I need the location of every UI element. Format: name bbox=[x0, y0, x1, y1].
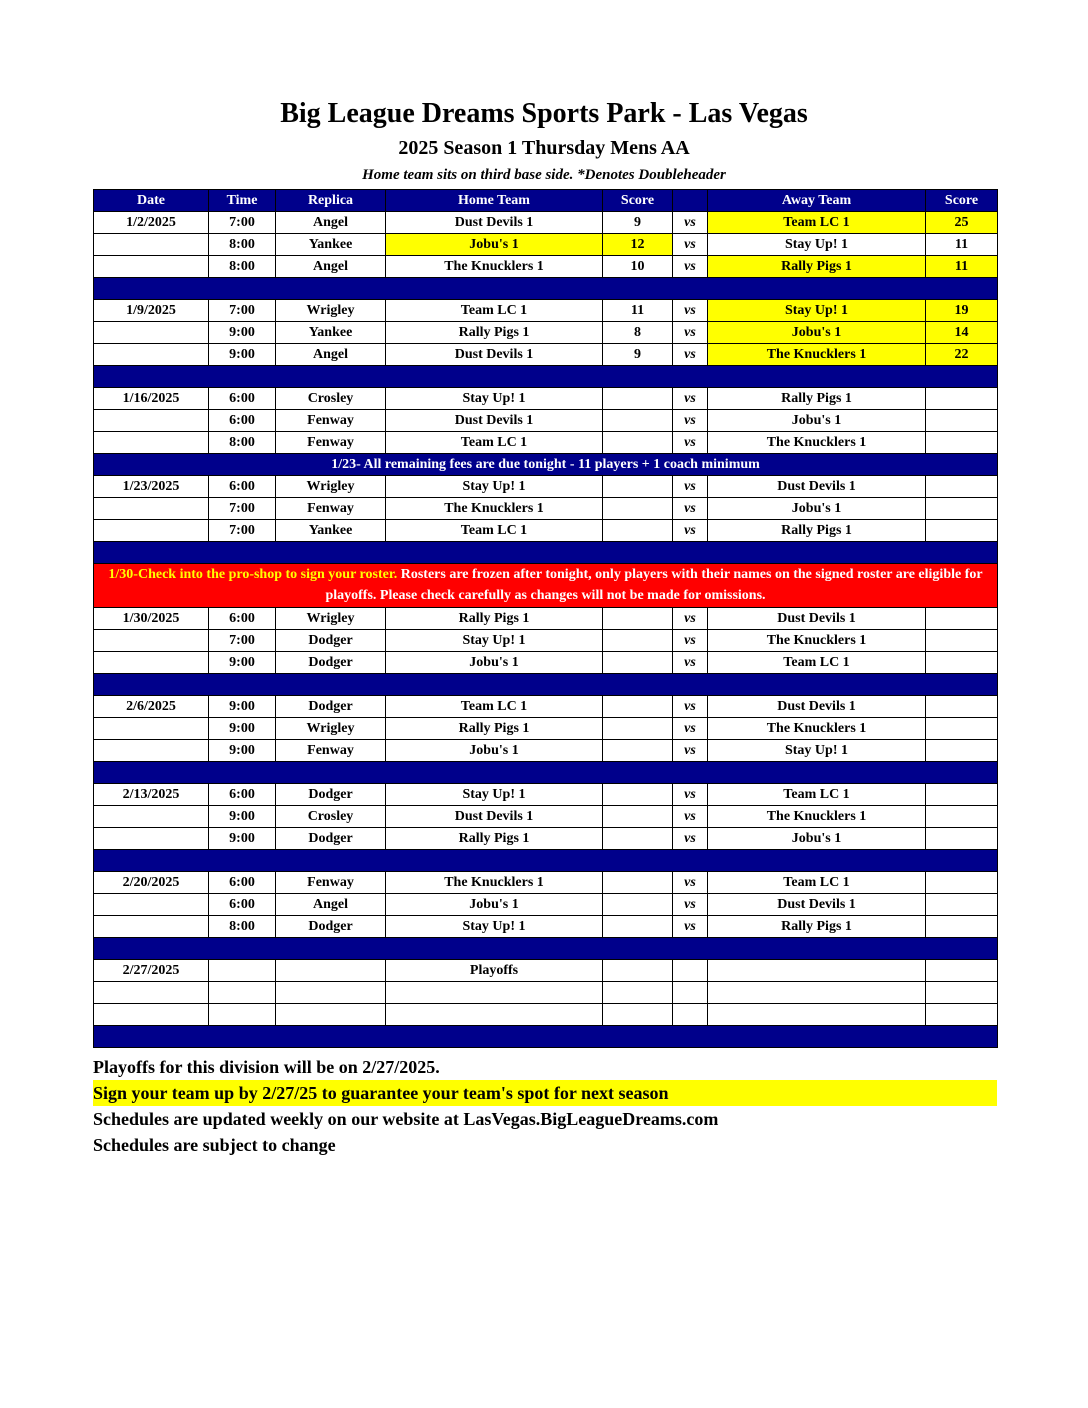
away-team-cell: Dust Devils 1 bbox=[708, 894, 926, 916]
time-cell: 9:00 bbox=[209, 652, 276, 674]
time-cell: 9:00 bbox=[209, 828, 276, 850]
replica-cell: Wrigley bbox=[276, 718, 386, 740]
date-cell bbox=[94, 806, 209, 828]
game-row bbox=[94, 872, 998, 894]
game-row bbox=[94, 1004, 998, 1026]
date-cell bbox=[94, 1004, 209, 1026]
time-cell: 8:00 bbox=[209, 256, 276, 278]
away-score-cell bbox=[926, 388, 998, 410]
column-header-time-cell: Time bbox=[209, 190, 276, 212]
vs-cell: vs bbox=[673, 806, 708, 828]
home-score-cell bbox=[603, 520, 673, 542]
game-row bbox=[94, 476, 998, 498]
home-score-cell: 8 bbox=[603, 322, 673, 344]
separator-row bbox=[94, 674, 998, 696]
away-team-cell: Jobu's 1 bbox=[708, 828, 926, 850]
away-team-cell bbox=[708, 1004, 926, 1026]
time-cell: 8:00 bbox=[209, 432, 276, 454]
separator-row bbox=[94, 542, 998, 564]
away-score-cell: 14 bbox=[926, 322, 998, 344]
separator-band bbox=[94, 938, 998, 960]
date-cell bbox=[94, 828, 209, 850]
date-cell: 1/16/2025 bbox=[94, 388, 209, 410]
date-cell bbox=[94, 740, 209, 762]
home-team-cell: Rally Pigs 1 bbox=[386, 608, 603, 630]
home-team-cell: Jobu's 1 bbox=[386, 652, 603, 674]
home-score-cell bbox=[603, 784, 673, 806]
away-team-cell: Team LC 1 bbox=[708, 784, 926, 806]
date-cell bbox=[94, 916, 209, 938]
home-score-cell: 10 bbox=[603, 256, 673, 278]
vs-cell: vs bbox=[673, 410, 708, 432]
home-team-cell: Dust Devils 1 bbox=[386, 806, 603, 828]
home-score-cell bbox=[603, 960, 673, 982]
separator-band bbox=[94, 366, 998, 388]
away-team-cell: Rally Pigs 1 bbox=[708, 916, 926, 938]
game-row bbox=[94, 322, 998, 344]
away-score-cell bbox=[926, 718, 998, 740]
playoffs-note: Playoffs for this division will be on 2/27/2025. bbox=[93, 1057, 440, 1077]
home-team-cell: Rally Pigs 1 bbox=[386, 322, 603, 344]
home-score-cell bbox=[603, 498, 673, 520]
away-team-cell: Team LC 1 bbox=[708, 652, 926, 674]
home-team-cell: Stay Up! 1 bbox=[386, 630, 603, 652]
game-row bbox=[94, 960, 998, 982]
away-score-cell bbox=[926, 894, 998, 916]
home-team-cell bbox=[386, 1004, 603, 1026]
vs-cell: vs bbox=[673, 872, 708, 894]
away-score-cell: 19 bbox=[926, 300, 998, 322]
away-team-cell: Stay Up! 1 bbox=[708, 234, 926, 256]
date-cell bbox=[94, 410, 209, 432]
separator-band bbox=[94, 542, 998, 564]
replica-cell: Wrigley bbox=[276, 300, 386, 322]
time-cell: 9:00 bbox=[209, 696, 276, 718]
vs-cell: vs bbox=[673, 344, 708, 366]
time-cell: 9:00 bbox=[209, 322, 276, 344]
vs-cell: vs bbox=[673, 894, 708, 916]
home-score-cell bbox=[603, 696, 673, 718]
vs-cell bbox=[673, 982, 708, 1004]
home-score-cell bbox=[603, 388, 673, 410]
home-team-cell: The Knucklers 1 bbox=[386, 256, 603, 278]
date-cell bbox=[94, 344, 209, 366]
vs-cell: vs bbox=[673, 608, 708, 630]
home-score-cell bbox=[603, 410, 673, 432]
replica-cell: Wrigley bbox=[276, 476, 386, 498]
away-score-cell bbox=[926, 476, 998, 498]
away-score-cell bbox=[926, 498, 998, 520]
away-score-cell: 11 bbox=[926, 234, 998, 256]
home-score-cell bbox=[603, 1004, 673, 1026]
home-team-cell: Jobu's 1 bbox=[386, 740, 603, 762]
away-team-cell: Stay Up! 1 bbox=[708, 740, 926, 762]
notice-row bbox=[94, 454, 998, 476]
time-cell: 6:00 bbox=[209, 410, 276, 432]
replica-cell bbox=[276, 982, 386, 1004]
home-team-cell: Dust Devils 1 bbox=[386, 410, 603, 432]
replica-cell bbox=[276, 960, 386, 982]
away-team-cell: Dust Devils 1 bbox=[708, 476, 926, 498]
away-team-cell: The Knucklers 1 bbox=[708, 432, 926, 454]
time-cell: 9:00 bbox=[209, 718, 276, 740]
date-cell bbox=[94, 256, 209, 278]
column-header-replica-cell: Replica bbox=[276, 190, 386, 212]
date-cell: 1/9/2025 bbox=[94, 300, 209, 322]
home-team-cell: Playoffs bbox=[386, 960, 603, 982]
away-team-cell: Rally Pigs 1 bbox=[708, 388, 926, 410]
date-cell: 2/27/2025 bbox=[94, 960, 209, 982]
date-cell bbox=[94, 982, 209, 1004]
away-team-cell: The Knucklers 1 bbox=[708, 806, 926, 828]
replica-cell: Crosley bbox=[276, 388, 386, 410]
date-cell: 1/30/2025 bbox=[94, 608, 209, 630]
vs-cell: vs bbox=[673, 322, 708, 344]
replica-cell: Dodger bbox=[276, 828, 386, 850]
game-row bbox=[94, 740, 998, 762]
time-cell: 8:00 bbox=[209, 234, 276, 256]
game-row bbox=[94, 784, 998, 806]
time-cell: 6:00 bbox=[209, 608, 276, 630]
vs-cell: vs bbox=[673, 476, 708, 498]
date-cell bbox=[94, 520, 209, 542]
replica-cell: Yankee bbox=[276, 520, 386, 542]
date-cell bbox=[94, 498, 209, 520]
date-cell: 2/13/2025 bbox=[94, 784, 209, 806]
home-team-cell: Dust Devils 1 bbox=[386, 212, 603, 234]
home-team-cell: Team LC 1 bbox=[386, 300, 603, 322]
column-header-away-team-cell: Away Team bbox=[708, 190, 926, 212]
date-cell bbox=[94, 718, 209, 740]
game-row bbox=[94, 344, 998, 366]
date-cell bbox=[94, 234, 209, 256]
game-row bbox=[94, 234, 998, 256]
away-team-cell: Rally Pigs 1 bbox=[708, 520, 926, 542]
home-team-note: Home team sits on third base side. *Denotes Doubleheader bbox=[362, 167, 726, 183]
replica-cell: Yankee bbox=[276, 322, 386, 344]
separator-band bbox=[94, 850, 998, 872]
home-team-cell: Team LC 1 bbox=[386, 520, 603, 542]
footer-notes bbox=[93, 1054, 997, 1158]
date-cell bbox=[94, 894, 209, 916]
date-cell: 2/6/2025 bbox=[94, 696, 209, 718]
replica-cell: Angel bbox=[276, 894, 386, 916]
away-score-cell bbox=[926, 410, 998, 432]
game-row bbox=[94, 256, 998, 278]
home-score-cell bbox=[603, 872, 673, 894]
vs-cell: vs bbox=[673, 520, 708, 542]
time-cell: 7:00 bbox=[209, 520, 276, 542]
home-score-cell: 11 bbox=[603, 300, 673, 322]
away-team-cell: Jobu's 1 bbox=[708, 498, 926, 520]
away-team-cell: Dust Devils 1 bbox=[708, 608, 926, 630]
home-score-cell bbox=[603, 608, 673, 630]
away-score-cell bbox=[926, 520, 998, 542]
game-row bbox=[94, 212, 998, 234]
replica-cell: Fenway bbox=[276, 498, 386, 520]
separator-row bbox=[94, 850, 998, 872]
game-row bbox=[94, 982, 998, 1004]
date-cell: 1/2/2025 bbox=[94, 212, 209, 234]
vs-cell: vs bbox=[673, 828, 708, 850]
vs-cell: vs bbox=[673, 916, 708, 938]
game-row bbox=[94, 630, 998, 652]
time-cell: 6:00 bbox=[209, 784, 276, 806]
time-cell: 9:00 bbox=[209, 740, 276, 762]
home-team-cell: Team LC 1 bbox=[386, 432, 603, 454]
vs-cell: vs bbox=[673, 498, 708, 520]
replica-cell: Dodger bbox=[276, 696, 386, 718]
away-score-cell bbox=[926, 982, 998, 1004]
vs-cell: vs bbox=[673, 652, 708, 674]
schedule-table-body bbox=[94, 212, 998, 1048]
separator-band bbox=[94, 278, 998, 300]
away-team-cell bbox=[708, 982, 926, 1004]
vs-cell: vs bbox=[673, 696, 708, 718]
roster-alert-body: Rosters are frozen after tonight, only players with their names on the signed roster are eligible for playoffs. Please check carefully as changes will not be made for omissions. bbox=[325, 567, 983, 603]
date-cell bbox=[94, 432, 209, 454]
signup-note: Sign your team up by 2/27/25 to guarantee your team's spot for next season bbox=[93, 1080, 997, 1106]
game-row bbox=[94, 432, 998, 454]
away-score-cell bbox=[926, 784, 998, 806]
away-team-cell: Jobu's 1 bbox=[708, 322, 926, 344]
replica-cell: Dodger bbox=[276, 652, 386, 674]
home-team-cell: Stay Up! 1 bbox=[386, 916, 603, 938]
game-row bbox=[94, 806, 998, 828]
column-header-home-team-cell: Home Team bbox=[386, 190, 603, 212]
home-score-cell: 12 bbox=[603, 234, 673, 256]
header-row bbox=[94, 190, 998, 212]
separator-band bbox=[94, 1026, 998, 1048]
home-score-cell bbox=[603, 476, 673, 498]
roster-alert-text bbox=[94, 564, 998, 608]
home-team-cell: Dust Devils 1 bbox=[386, 344, 603, 366]
game-row bbox=[94, 410, 998, 432]
game-row bbox=[94, 696, 998, 718]
replica-cell: Wrigley bbox=[276, 608, 386, 630]
vs-cell: vs bbox=[673, 740, 708, 762]
replica-cell: Dodger bbox=[276, 916, 386, 938]
away-score-cell: 25 bbox=[926, 212, 998, 234]
column-header-vs-cell bbox=[673, 190, 708, 212]
time-cell: 6:00 bbox=[209, 476, 276, 498]
game-row bbox=[94, 388, 998, 410]
vs-cell: vs bbox=[673, 432, 708, 454]
roster-alert-row bbox=[94, 564, 998, 608]
away-score-cell: 11 bbox=[926, 256, 998, 278]
time-cell bbox=[209, 960, 276, 982]
home-team-cell: Stay Up! 1 bbox=[386, 784, 603, 806]
vs-cell: vs bbox=[673, 256, 708, 278]
vs-cell bbox=[673, 1004, 708, 1026]
away-score-cell bbox=[926, 696, 998, 718]
separator-row bbox=[94, 278, 998, 300]
schedule-table bbox=[93, 189, 998, 1048]
home-score-cell bbox=[603, 718, 673, 740]
home-score-cell bbox=[603, 916, 673, 938]
separator-band bbox=[94, 674, 998, 696]
page-subtitle: 2025 Season 1 Thursday Mens AA bbox=[398, 137, 690, 159]
home-score-cell bbox=[603, 806, 673, 828]
vs-cell: vs bbox=[673, 212, 708, 234]
home-score-cell: 9 bbox=[603, 344, 673, 366]
home-team-cell: The Knucklers 1 bbox=[386, 872, 603, 894]
time-cell: 7:00 bbox=[209, 212, 276, 234]
game-row bbox=[94, 300, 998, 322]
home-score-cell bbox=[603, 432, 673, 454]
away-score-cell bbox=[926, 960, 998, 982]
game-row bbox=[94, 828, 998, 850]
column-header-date-cell: Date bbox=[94, 190, 209, 212]
separator-row bbox=[94, 938, 998, 960]
date-cell: 1/23/2025 bbox=[94, 476, 209, 498]
away-team-cell: Dust Devils 1 bbox=[708, 696, 926, 718]
home-score-cell bbox=[603, 652, 673, 674]
away-team-cell: The Knucklers 1 bbox=[708, 344, 926, 366]
home-score-cell bbox=[603, 740, 673, 762]
replica-cell: Angel bbox=[276, 212, 386, 234]
home-score-cell bbox=[603, 982, 673, 1004]
away-score-cell: 22 bbox=[926, 344, 998, 366]
date-cell bbox=[94, 652, 209, 674]
home-team-cell: Rally Pigs 1 bbox=[386, 828, 603, 850]
replica-cell: Dodger bbox=[276, 784, 386, 806]
vs-cell: vs bbox=[673, 234, 708, 256]
time-cell: 7:00 bbox=[209, 630, 276, 652]
home-team-cell: Stay Up! 1 bbox=[386, 388, 603, 410]
time-cell: 9:00 bbox=[209, 344, 276, 366]
time-cell: 7:00 bbox=[209, 300, 276, 322]
game-row bbox=[94, 608, 998, 630]
replica-cell: Yankee bbox=[276, 234, 386, 256]
time-cell: 9:00 bbox=[209, 806, 276, 828]
column-header-home-score-cell: Score bbox=[603, 190, 673, 212]
roster-alert-highlight: 1/30-Check into the pro-shop to sign your roster. bbox=[108, 567, 398, 583]
subject-to-change-note: Schedules are subject to change bbox=[93, 1135, 336, 1155]
away-score-cell bbox=[926, 608, 998, 630]
home-team-cell: Jobu's 1 bbox=[386, 234, 603, 256]
replica-cell: Crosley bbox=[276, 806, 386, 828]
away-score-cell bbox=[926, 740, 998, 762]
date-cell bbox=[94, 630, 209, 652]
replica-cell: Fenway bbox=[276, 410, 386, 432]
game-row bbox=[94, 498, 998, 520]
date-cell: 2/20/2025 bbox=[94, 872, 209, 894]
away-score-cell bbox=[926, 828, 998, 850]
game-row bbox=[94, 652, 998, 674]
column-header-away-score-cell: Score bbox=[926, 190, 998, 212]
home-score-cell bbox=[603, 828, 673, 850]
replica-cell: Angel bbox=[276, 344, 386, 366]
away-team-cell: The Knucklers 1 bbox=[708, 630, 926, 652]
replica-cell: Fenway bbox=[276, 432, 386, 454]
away-team-cell: Jobu's 1 bbox=[708, 410, 926, 432]
game-row bbox=[94, 894, 998, 916]
game-row bbox=[94, 718, 998, 740]
home-score-cell: 9 bbox=[603, 212, 673, 234]
time-cell bbox=[209, 1004, 276, 1026]
away-team-cell: Rally Pigs 1 bbox=[708, 256, 926, 278]
vs-cell: vs bbox=[673, 300, 708, 322]
date-cell bbox=[94, 322, 209, 344]
home-team-cell: Jobu's 1 bbox=[386, 894, 603, 916]
home-team-cell: The Knucklers 1 bbox=[386, 498, 603, 520]
away-team-cell: Stay Up! 1 bbox=[708, 300, 926, 322]
separator-row bbox=[94, 762, 998, 784]
time-cell: 6:00 bbox=[209, 388, 276, 410]
schedule-table-header bbox=[94, 190, 998, 212]
separator-row bbox=[94, 1026, 998, 1048]
replica-cell: Angel bbox=[276, 256, 386, 278]
notice-text: 1/23- All remaining fees are due tonight - 11 players + 1 coach minimum bbox=[94, 454, 998, 476]
replica-cell: Dodger bbox=[276, 630, 386, 652]
home-team-cell: Rally Pigs 1 bbox=[386, 718, 603, 740]
away-score-cell bbox=[926, 806, 998, 828]
vs-cell: vs bbox=[673, 630, 708, 652]
website-note: Schedules are updated weekly on our website at LasVegas.BigLeagueDreams.com bbox=[93, 1109, 719, 1129]
game-row bbox=[94, 916, 998, 938]
away-team-cell: Team LC 1 bbox=[708, 872, 926, 894]
vs-cell: vs bbox=[673, 388, 708, 410]
time-cell bbox=[209, 982, 276, 1004]
away-score-cell bbox=[926, 630, 998, 652]
away-score-cell bbox=[926, 1004, 998, 1026]
replica-cell: Fenway bbox=[276, 872, 386, 894]
home-team-cell: Stay Up! 1 bbox=[386, 476, 603, 498]
home-score-cell bbox=[603, 894, 673, 916]
time-cell: 7:00 bbox=[209, 498, 276, 520]
away-score-cell bbox=[926, 916, 998, 938]
time-cell: 6:00 bbox=[209, 894, 276, 916]
home-team-cell bbox=[386, 982, 603, 1004]
away-team-cell bbox=[708, 960, 926, 982]
separator-row bbox=[94, 366, 998, 388]
game-row bbox=[94, 520, 998, 542]
separator-band bbox=[94, 762, 998, 784]
vs-cell bbox=[673, 960, 708, 982]
away-team-cell: Team LC 1 bbox=[708, 212, 926, 234]
away-score-cell bbox=[926, 872, 998, 894]
home-score-cell bbox=[603, 630, 673, 652]
time-cell: 6:00 bbox=[209, 872, 276, 894]
vs-cell: vs bbox=[673, 718, 708, 740]
away-score-cell bbox=[926, 432, 998, 454]
time-cell: 8:00 bbox=[209, 916, 276, 938]
home-team-cell: Team LC 1 bbox=[386, 696, 603, 718]
away-score-cell bbox=[926, 652, 998, 674]
page-title: Big League Dreams Sports Park - Las Vegas bbox=[280, 98, 808, 129]
away-team-cell: The Knucklers 1 bbox=[708, 718, 926, 740]
vs-cell: vs bbox=[673, 784, 708, 806]
replica-cell: Fenway bbox=[276, 740, 386, 762]
replica-cell bbox=[276, 1004, 386, 1026]
